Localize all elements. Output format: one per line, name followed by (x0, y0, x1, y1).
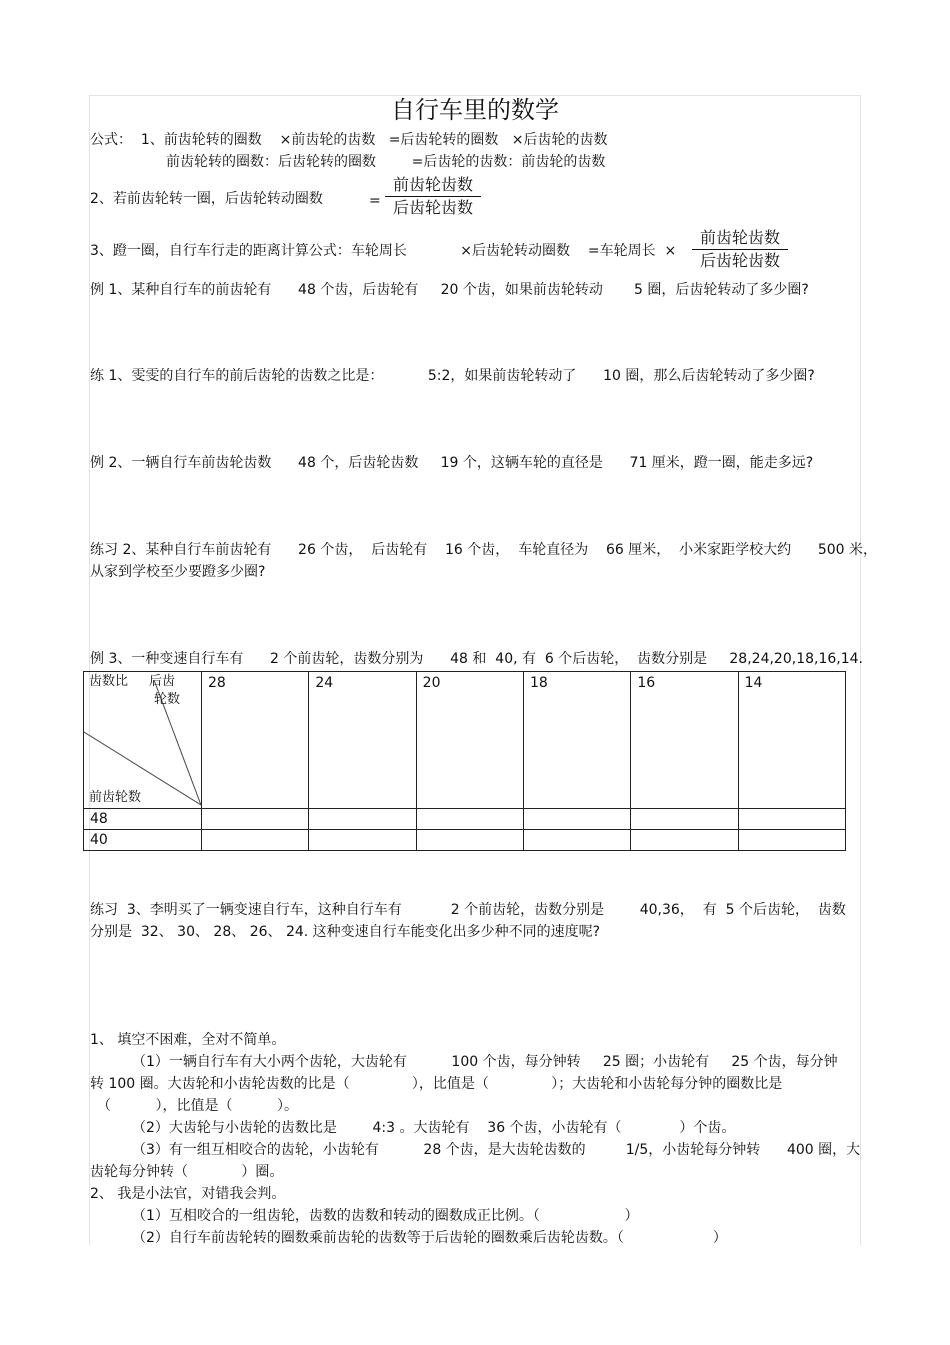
ratio-cell[interactable] (202, 830, 309, 851)
ratio-cell[interactable] (523, 809, 630, 830)
ratio-cell[interactable] (631, 809, 738, 830)
rear-gear-header: 16 (631, 672, 738, 809)
corner-label-rear-2: 轮数 (154, 692, 181, 707)
rear-gear-header: 28 (202, 672, 309, 809)
corner-label-front: 前齿轮数 (89, 790, 142, 805)
rear-gear-header: 20 (416, 672, 523, 809)
ratio-cell[interactable] (416, 830, 523, 851)
section-1-q1-line-2: 转 100 圈。大齿轮和小齿轮齿数的比是（ ），比值是（ ）；大齿轮和小齿轮每分钟的圈数比是 (90, 1076, 783, 1092)
section-2-q2: （2）自行车前齿轮转的圈数乘前齿轮的齿数等于后齿轮的圈数乘后齿轮齿数。（ ） (132, 1230, 727, 1246)
section-1-q3-line-1: （3）有一组互相咬合的齿轮，小齿轮有 28 个齿，是大齿轮齿数的 1/5，小齿轮每分钟转 400 圈，大 (132, 1142, 861, 1158)
gear-ratio-table (83, 671, 846, 851)
practice-2-line-1: 练习 2、某种自行车前齿轮有 26 个齿， 后齿轮有 16 个齿， 车轮直径为 66 厘米， 小米家距学校大约 500 米， (90, 542, 878, 558)
ratio-cell[interactable] (738, 809, 845, 830)
practice-1: 练 1、雯雯的自行车的前后齿轮的齿数之比是： 5:2，如果前齿轮转动了 10 圈，那么后齿轮转动了多少圈? (90, 368, 815, 384)
ratio-cell[interactable] (309, 830, 416, 851)
section-1-q1-line-1: （1）一辆自行车有大小两个齿轮，大齿轮有 100 个齿，每分钟转 25 圈；小齿轮有 25 个齿，每分钟 (132, 1054, 838, 1070)
practice-3-line-1: 练习 3、李明买了一辆变速自行车，这种自行车有 2 个前齿轮，齿数分别是 40,36， 有 5 个后齿轮， 齿数 (90, 902, 846, 918)
fraction-front-over-rear (385, 174, 481, 219)
page-frame-left (89, 95, 90, 1245)
practice-3-line-2: 分别是 32、 30、 28、 26、 24. 这种变速自行车能变化出多少种不同的速度呢? (90, 924, 601, 940)
ratio-cell[interactable] (309, 809, 416, 830)
example-1: 例 1、某种自行车的前齿轮有 48 个齿，后齿轮有 20 个齿，如果前齿轮转动 5 圈，后齿轮转动了多少圈? (90, 282, 809, 298)
section-2-title: 2、 我是小法官，对错我会判。 (90, 1186, 286, 1202)
ratio-cell[interactable] (202, 809, 309, 830)
fraction-numerator: 前齿轮齿数 (392, 175, 473, 194)
front-gear-label: 40 (84, 830, 202, 851)
ratio-cell[interactable] (738, 830, 845, 851)
page-title: 自行车里的数学 (391, 96, 559, 124)
corner-diagonal-lines (84, 672, 201, 808)
formula-line-1: 公式： 1、前齿轮转的圈数 ×前齿轮的齿数 =后齿轮转的圈数 ×后齿轮的齿数 (90, 132, 608, 148)
fraction-denominator: 后齿轮齿数 (699, 251, 780, 270)
table-header-row (84, 672, 846, 809)
rear-gear-header: 24 (309, 672, 416, 809)
fraction-denominator: 后齿轮齿数 (392, 198, 473, 217)
section-1-q2: （2）大齿轮与小齿轮的齿数比是 4:3 。大齿轮有 36 个齿，小齿轮有（ ）个齿。 (132, 1120, 736, 1136)
example-2: 例 2、一辆自行车前齿轮齿数 48 个，后齿轮齿数 19 个，这辆车轮的直径是 71 厘米，蹬一圈，能走多远? (90, 455, 814, 471)
formula-item-2: 2、若前齿轮转一圈，后齿轮转动圈数 (90, 191, 323, 207)
example-3: 例 3、一种变速自行车有 2 个前齿轮，齿数分别为 48 和 40, 有 6 个后齿轮， 齿数分别是 28,24,20,18,16,14. (90, 651, 863, 667)
formula-item-2-equals: = (369, 193, 381, 209)
corner-label-rear-1: 后齿 (149, 674, 176, 689)
section-1-q1-line-3: （ ），比值是（ ）。 (97, 1098, 299, 1114)
section-2-q1: （1）互相咬合的一组齿轮，齿数的齿数和转动的圈数成正比例。（ ） (132, 1208, 639, 1224)
practice-2-line-2: 从家到学校至少要蹬多少圈? (90, 564, 266, 580)
table-row (84, 809, 846, 830)
rear-gear-header: 14 (738, 672, 845, 809)
ratio-cell[interactable] (523, 830, 630, 851)
front-gear-label: 48 (84, 809, 202, 830)
ratio-cell[interactable] (416, 809, 523, 830)
page-frame-right (860, 95, 861, 1245)
table-row (84, 830, 846, 851)
corner-label-ratio: 齿数比 (89, 674, 129, 689)
formula-item-3: 3、蹬一圈，自行车行走的距离计算公式：车轮周长 ×后齿轮转动圈数 =车轮周长 × (90, 243, 677, 259)
fraction-numerator: 前齿轮齿数 (699, 228, 780, 247)
section-1-title: 1、 填空不困难，全对不简单。 (90, 1032, 286, 1048)
rear-gear-header: 18 (523, 672, 630, 809)
formula-line-2: 前齿轮转的圈数：后齿轮转的圈数 =后齿轮的齿数：前齿轮的齿数 (166, 154, 606, 170)
fraction-front-over-rear-2 (692, 227, 788, 272)
ratio-cell[interactable] (631, 830, 738, 851)
section-1-q3-line-2: 齿轮每分钟转（ ）圈。 (90, 1164, 284, 1180)
table-corner-cell (84, 672, 202, 809)
